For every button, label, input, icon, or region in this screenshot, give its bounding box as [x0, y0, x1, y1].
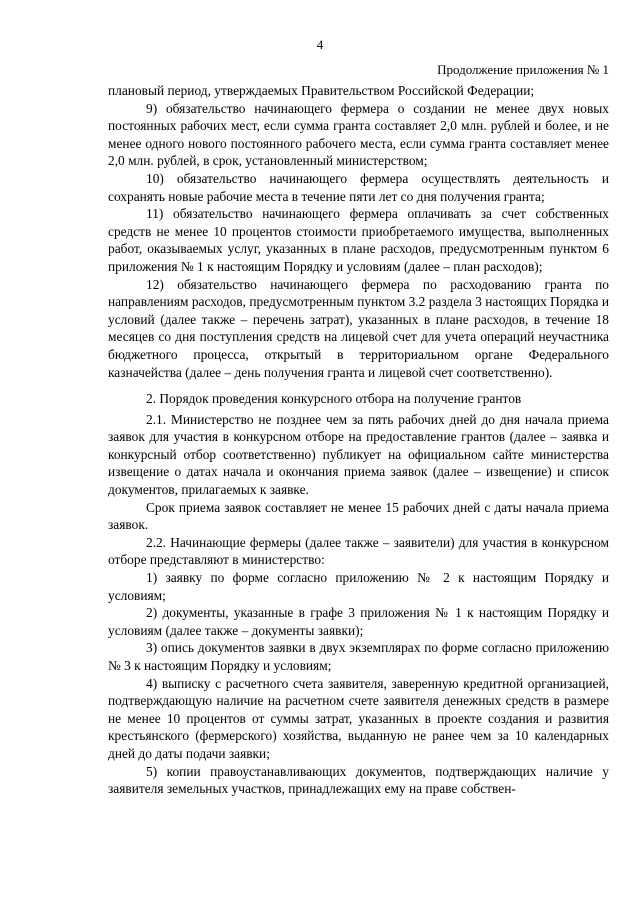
paragraph: 2.1. Министерство не позднее чем за пять рабочих дней до дня начала приема заявок для участия в конкурсном отборе на предоставление грантов (далее – заявка и конкурсный отбор соответственно) публикует на официальном сайте министерства извещение о датах начала и окончания приема заявок (далее – извещение) и список документов, прилагаемых к заявке. [108, 411, 609, 498]
paragraph: 11) обязательство начинающего фермера оплачивать за счет собственных средств не менее 10 процентов стоимости приобретаемого имущества, выполненных работ, оказываемых услуг, указанных в плане расходов, предусмотренным пунктом 6 приложения № 1 к настоящим Порядку и условиям (далее – план расходов); [108, 206, 609, 274]
appendix-continuation-header: Продолжение приложения № 1 [437, 62, 609, 77]
paragraph: плановый период, утверждаемых Правительством Российской Федерации; [108, 83, 535, 98]
paragraph: 9) обязательство начинающего фермера о создании не менее двух новых постоянных рабочих мест, если сумма гранта составляет 2,0 млн. рублей и более, и не менее одного нового постоянного рабочего места, если сумма гранта составляет менее 2,0 млн. рублей, в срок, установленный министерством; [108, 100, 609, 169]
paragraph: 2.2. Начинающие фермеры (далее также – заявители) для участия в конкурсном отборе представляют в министерство: [108, 534, 609, 568]
paragraph: 4) выписку с расчетного счета заявителя, заверенную кредитной организацией, подтверждающую наличие на расчетном счете заявителя денежных средств в размере не менее 10 процентов от суммы затрат, указанных в проекте создания и развития крестьянского (фермерского) хозяйства, выданную не ранее чем за 10 календарных дней до даты подачи заявки; [108, 675, 609, 761]
paragraph: 12) обязательство начинающего фермера по расходованию гранта по направлениям расходов, предусмотренным пунктом 3.2 раздела 3 настоящих Порядка и условий (далее также – перечень затрат), указанных в плане расходов, в течение 18 месяцев со дня поступления средств на лицевой счет для учета операций неучастника бюджетного процесса, открытый в территориальном органе Федерального казначейства (далее – день получения гранта и лицевой счет соответственно). [108, 276, 609, 380]
document-body [108, 82, 609, 798]
section-heading: 2. Порядок проведения конкурсного отбора на получение грантов [146, 391, 522, 407]
paragraph: Срок приема заявок составляет не менее 15 рабочих дней с даты начала приема заявок. [108, 499, 609, 533]
paragraph: 1) заявку по форме согласно приложению № 2 к настоящим Порядку и условиям; [108, 570, 609, 603]
paragraph: 5) копии правоустанавливающих документов, подтверждающих наличие у заявителя земельных участков, принадлежащих ему на праве собствен- [108, 763, 609, 797]
paragraph: 10) обязательство начинающего фермера осуществлять деятельность и сохранять новые рабочие места в течение пяти лет со дня получения гранта; [108, 170, 609, 204]
page-number: 4 [316, 37, 324, 52]
paragraph: 3) опись документов заявки в двух экземплярах по форме согласно приложению № 3 к настоящим Порядку и условиям; [108, 640, 609, 673]
paragraph: 2) документы, указанные в графе 3 приложения № 1 к настоящим Порядку и условиям (далее также – документы заявки); [108, 605, 609, 638]
